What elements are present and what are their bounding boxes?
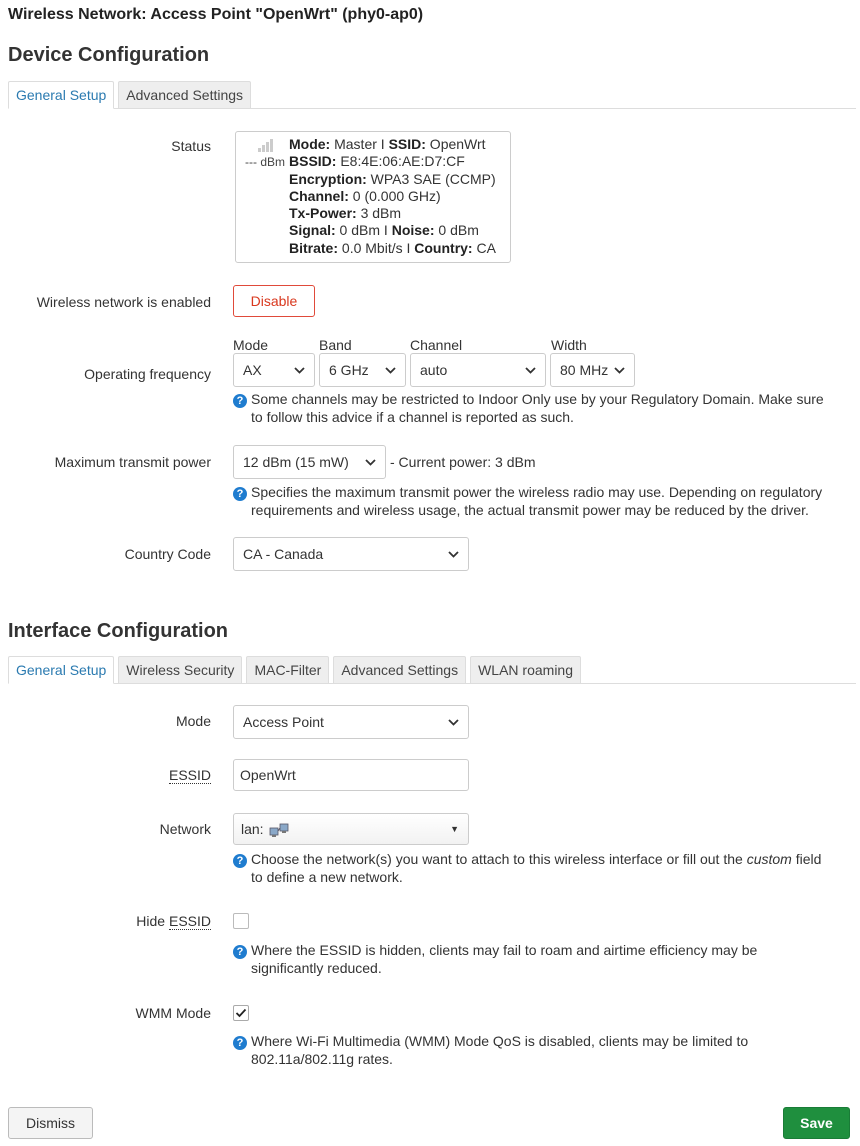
help-icon: ? [233, 394, 247, 408]
txpower-select[interactable]: 12 dBm (15 mW) [233, 445, 386, 479]
signal-indicator [242, 138, 288, 169]
hide-essid-checkbox[interactable] [233, 913, 249, 929]
wmm-label: WMM Mode [135, 1005, 211, 1021]
help-icon: ? [233, 487, 247, 501]
chevron-down-icon [294, 367, 305, 374]
signal-text: --- dBm [245, 155, 285, 169]
enabled-label: Wireless network is enabled [36, 294, 211, 310]
save-button[interactable]: Save [783, 1107, 850, 1139]
network-select[interactable]: lan: ▼ [233, 813, 469, 845]
width-select[interactable]: 80 MHz [550, 353, 635, 387]
chevron-down-icon [448, 551, 459, 558]
freq-mode-label: Mode [233, 337, 269, 353]
band-select[interactable]: 6 GHz [319, 353, 406, 387]
tab-wlan-roaming[interactable]: WLAN roaming [470, 656, 581, 684]
network-interface-icon [269, 822, 289, 838]
device-tabs [8, 81, 856, 109]
mode-select[interactable]: AX [233, 353, 315, 387]
freq-width-label: Width [551, 337, 587, 353]
checkmark-icon [234, 1006, 248, 1020]
iface-mode-label: Mode [175, 713, 211, 729]
hide-essid-label: Hide ESSID [136, 913, 211, 929]
tab-wireless-security[interactable]: Wireless Security [118, 656, 242, 684]
chevron-down-icon [385, 367, 396, 374]
iface-mode-select[interactable]: Access Point [233, 705, 469, 739]
wmm-checkbox[interactable] [233, 1005, 249, 1021]
status-box [235, 131, 511, 263]
channel-select[interactable]: auto [410, 353, 546, 387]
dismiss-button[interactable]: Dismiss [8, 1107, 93, 1139]
freq-band-label: Band [319, 337, 352, 353]
freq-label: Operating frequency [84, 366, 211, 382]
essid-label: ESSID [168, 767, 211, 783]
txpower-help: ? Specifies the maximum transmit power the wireless radio may use. Depending on regulatory requirements and wireless usage, the actual transmit power may be reduced by the driver. [233, 484, 853, 519]
wmm-help: ? Where Wi-Fi Multimedia (WMM) Mode QoS is disabled, clients may be limited to 802.11a/802.11g rates. [233, 1033, 853, 1068]
chevron-down-icon [525, 367, 536, 374]
signal-bars-icon [242, 138, 288, 152]
freq-channel-label: Channel [410, 337, 463, 353]
tab-general-setup[interactable]: General Setup [8, 81, 114, 109]
txpower-label: Maximum transmit power [54, 454, 211, 470]
help-icon: ? [233, 945, 247, 959]
tab-mac-filter[interactable]: MAC-Filter [246, 656, 329, 684]
tab-iface-advanced-settings[interactable]: Advanced Settings [333, 656, 466, 684]
disable-button[interactable]: Disable [233, 285, 315, 317]
tab-iface-general-setup[interactable]: General Setup [8, 656, 114, 684]
help-icon: ? [233, 1036, 247, 1050]
help-icon: ? [233, 854, 247, 868]
freq-help: ? Some channels may be restricted to Indoor Only use by your Regulatory Domain. Make sure to follow this advice if a channel is reported as such. [233, 391, 853, 426]
device-config-title: Device Configuration [8, 44, 210, 66]
interface-tabs [8, 656, 856, 684]
chevron-down-icon [365, 459, 376, 466]
chevron-down-icon [614, 367, 625, 374]
chevron-down-icon [448, 719, 459, 726]
current-power-text: - Current power: 3 dBm [390, 454, 536, 470]
caret-down-icon: ▼ [450, 824, 459, 834]
country-select[interactable]: CA - Canada [233, 537, 469, 571]
status-details: Mode: Master I SSID: OpenWrt BSSID: E8:4E:06:AE:D7:CF Encryption: WPA3 SAE (CCMP) Channel: 0 (0.000 GHz) Tx-Power: 3 dBm Signal: 0 dBm I Noise: 0 dBm Bitrate: 0.0 Mbit/s I Country: CA [289, 136, 496, 256]
country-label: Country Code [124, 546, 211, 562]
network-help: ? Choose the network(s) you want to attach to this wireless interface or fill out the custom field to define a new network. [233, 851, 853, 886]
status-label: Status [171, 138, 211, 154]
hide-essid-help: ? Where the ESSID is hidden, clients may fail to roam and airtime efficiency may be significantly reduced. [233, 942, 853, 977]
modal-title: Wireless Network: Access Point "OpenWrt" (phy0-ap0) [8, 6, 424, 23]
essid-input[interactable]: OpenWrt [233, 759, 469, 791]
tab-advanced-settings[interactable]: Advanced Settings [118, 81, 251, 109]
network-label: Network [159, 821, 211, 837]
interface-config-title: Interface Configuration [8, 620, 229, 642]
